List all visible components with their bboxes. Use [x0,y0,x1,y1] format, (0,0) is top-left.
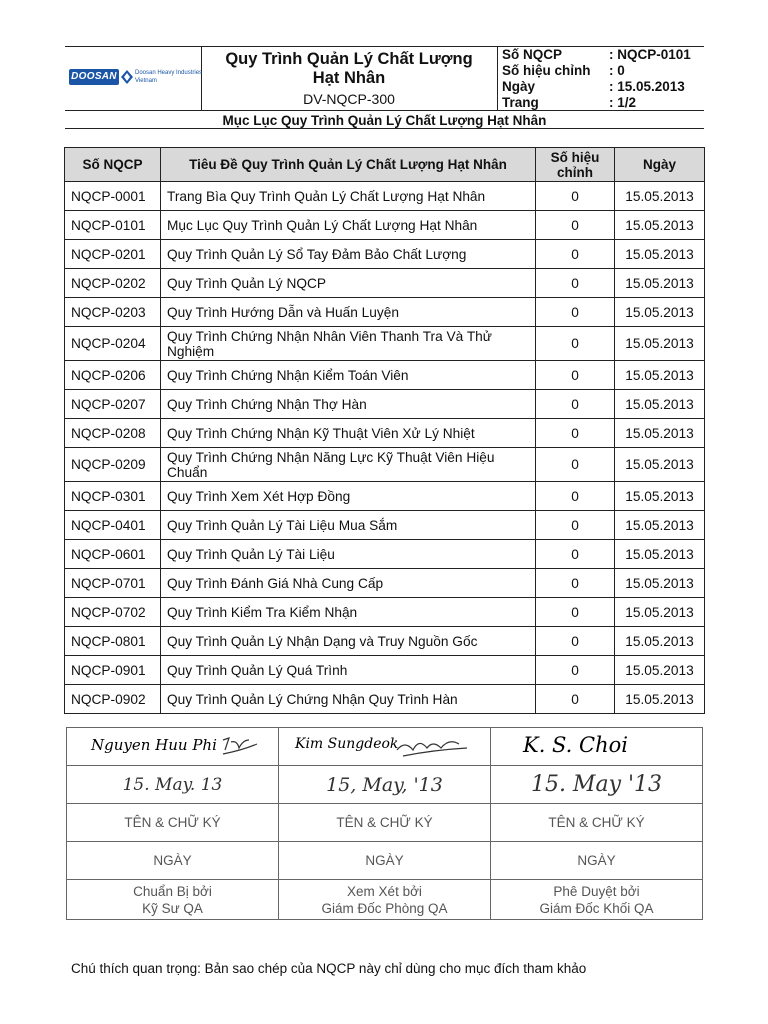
date-label-row [67,842,703,880]
handwritten-signature [73,728,273,762]
table-row [65,656,705,685]
header-divider [497,46,498,111]
procedure-title: Quy Trình Quản Lý Tài Liệu [161,540,536,569]
signature-table [66,727,703,920]
procedure-code: NQCP-0902 [65,685,161,714]
table-row [65,361,705,390]
procedure-code: NQCP-0001 [65,182,161,211]
role-cell [491,880,703,920]
role-action: Xem Xét bởi [347,883,422,899]
procedure-code: NQCP-0206 [65,361,161,390]
revision-number: 0 [536,298,615,327]
table-header-row [65,148,705,182]
table-row [65,511,705,540]
revision-number: 0 [536,569,615,598]
procedure-code: NQCP-0203 [65,298,161,327]
name-label-row [67,804,703,842]
table-row [65,627,705,656]
procedure-title: Quy Trình Quản Lý Quá Trình [161,656,536,685]
signature-text: K. S. Choi [522,733,628,757]
procedure-title: Quy Trình Đánh Giá Nhà Cung Cấp [161,569,536,598]
procedure-code: NQCP-0401 [65,511,161,540]
revision-number: 0 [536,240,615,269]
table-row [65,211,705,240]
revision-date: 15.05.2013 [615,569,705,598]
revision-date: 15.05.2013 [615,327,705,361]
revision-number: 0 [536,482,615,511]
revision-date: 15.05.2013 [615,627,705,656]
revision-number: 0 [536,685,615,714]
role-cell [67,880,279,920]
revision-date: 15.05.2013 [615,182,705,211]
role-title: Giám Đốc Phòng QA [321,900,448,916]
revision-date: 15.05.2013 [615,419,705,448]
procedure-title: Quy Trình Quản Lý Tài Liệu Mua Sắm [161,511,536,540]
meta-value: : NQCP-0101 [609,47,691,62]
revision-number: 0 [536,419,615,448]
revision-number: 0 [536,327,615,361]
procedure-code: NQCP-0207 [65,390,161,419]
section-subtitle: Mục Lục Quy Trình Quản Lý Chất Lượng Hạt Nhân [222,113,547,128]
procedure-code: NQCP-0701 [65,569,161,598]
procedure-title: Quy Trình Hướng Dẫn và Huấn Luyện [161,298,536,327]
company-country: Vietnam [135,78,157,84]
role-row [67,880,703,920]
revision-number: 0 [536,598,615,627]
table-row [65,598,705,627]
procedure-title: Quy Trình Xem Xét Hợp Đồng [161,482,536,511]
handwritten-date: 15, May, '13 [326,773,443,796]
procedure-code: NQCP-0601 [65,540,161,569]
procedure-title: Quy Trình Chứng Nhận Năng Lực Kỹ Thuật Viên Hiệu Chuẩn [161,448,536,482]
column-header: Số hiệu chỉnh [536,148,615,182]
meta-value: : 15.05.2013 [609,79,685,94]
procedure-code: NQCP-0209 [65,448,161,482]
company-name: Doosan Heavy Industries [135,70,203,76]
meta-value: : 1/2 [609,95,637,110]
procedure-code: NQCP-0201 [65,240,161,269]
table-row [65,569,705,598]
revision-date: 15.05.2013 [615,361,705,390]
name-signature-label: TÊN & CHỮ KÝ [279,804,491,842]
role-title: Giám Đốc Khối QA [539,900,654,916]
revision-number: 0 [536,182,615,211]
table-row [65,269,705,298]
role-action: Phê Duyệt bởi [553,883,640,899]
procedure-code: NQCP-0301 [65,482,161,511]
table-row [65,685,705,714]
procedure-title: Quy Trình Quản Lý NQCP [161,269,536,298]
signature-date-cell [491,766,703,804]
signature-cell [279,728,491,766]
handwritten-date: 15. May '13 [530,772,663,797]
revision-date: 15.05.2013 [615,390,705,419]
revision-date: 15.05.2013 [615,685,705,714]
procedure-code: NQCP-0901 [65,656,161,685]
revision-date: 15.05.2013 [615,656,705,685]
procedure-title: Quy Trình Kiểm Tra Kiểm Nhận [161,598,536,627]
procedure-code: NQCP-0801 [65,627,161,656]
revision-number: 0 [536,627,615,656]
date-label: NGÀY [279,842,491,880]
column-header: Tiêu Đề Quy Trình Quản Lý Chất Lượng Hạt Nhân [161,148,536,182]
procedure-title: Quy Trình Chứng Nhận Thợ Hàn [161,390,536,419]
revision-date: 15.05.2013 [615,598,705,627]
procedure-title: Quy Trình Chứng Nhận Kỹ Thuật Viên Xử Lý Nhiệt [161,419,536,448]
date-label: NGÀY [491,842,703,880]
document-title-line2: Hạt Nhân [312,69,386,87]
revision-number: 0 [536,656,615,685]
procedure-code: NQCP-0202 [65,269,161,298]
revision-date: 15.05.2013 [615,511,705,540]
document-title-line1: Quy Trình Quản Lý Chất Lượng [225,50,473,68]
table-row [65,327,705,361]
role-title: Kỹ Sư QA [142,900,203,916]
revision-number: 0 [536,511,615,540]
table-row [65,482,705,511]
column-header: Số NQCP [65,148,161,182]
signature-row [67,728,703,766]
signature-cell [67,728,279,766]
procedure-title: Quy Trình Quản Lý Sổ Tay Đảm Bảo Chất Lượng [161,240,536,269]
meta-label: Số NQCP [502,47,563,62]
revision-date: 15.05.2013 [615,540,705,569]
procedure-table [64,147,705,714]
role-action: Chuẩn Bị bởi [133,883,212,899]
revision-number: 0 [536,269,615,298]
procedure-code: NQCP-0208 [65,419,161,448]
table-row [65,240,705,269]
subtitle-rule [65,128,704,129]
signature-date-row [67,766,703,804]
procedure-code: NQCP-0101 [65,211,161,240]
revision-date: 15.05.2013 [615,269,705,298]
revision-date: 15.05.2013 [615,298,705,327]
column-header: Ngày [615,148,705,182]
signature-date-cell [67,766,279,804]
procedure-title: Quy Trình Chứng Nhận Kiểm Toán Viên [161,361,536,390]
procedure-code: NQCP-0204 [65,327,161,361]
signature-text: Nguyen Huu Phi [90,736,217,754]
table-row [65,298,705,327]
procedure-title: Trang Bìa Quy Trình Quản Lý Chất Lượng Hạt Nhân [161,182,536,211]
handwritten-date: 15. May. 13 [122,774,223,795]
document-code: DV-NQCP-300 [303,91,395,107]
meta-value: : 0 [609,63,625,78]
revision-number: 0 [536,448,615,482]
meta-label: Trang [502,95,539,110]
revision-date: 15.05.2013 [615,482,705,511]
date-label: NGÀY [67,842,279,880]
company-logo [69,66,203,92]
table-row [65,182,705,211]
revision-date: 15.05.2013 [615,448,705,482]
logo-wordmark: DOOSAN [69,69,119,85]
procedure-title: Quy Trình Quản Lý Nhận Dạng và Truy Nguồn Gốc [161,627,536,656]
meta-label: Số hiệu chỉnh [502,63,591,78]
procedure-title: Quy Trình Quản Lý Chứng Nhận Quy Trình Hàn [161,685,536,714]
table-row [65,419,705,448]
document-header [65,46,704,112]
table-row [65,540,705,569]
procedure-title: Quy Trình Chứng Nhận Nhân Viên Thanh Tra Và Thử Nghiệm [161,327,536,361]
handwritten-signature [497,728,697,762]
table-row [65,448,705,482]
revision-number: 0 [536,390,615,419]
name-signature-label: TÊN & CHỮ KÝ [67,804,279,842]
signature-text: Kim Sungdeok [294,736,398,752]
signature-cell [491,728,703,766]
procedure-title: Mục Lục Quy Trình Quản Lý Chất Lượng Hạt Nhân [161,211,536,240]
role-cell [279,880,491,920]
handwritten-signature [285,728,485,762]
procedure-code: NQCP-0702 [65,598,161,627]
revision-number: 0 [536,361,615,390]
meta-label: Ngày [502,79,536,94]
revision-date: 15.05.2013 [615,240,705,269]
logo-mark-icon [121,70,133,84]
revision-number: 0 [536,540,615,569]
signature-date-cell [279,766,491,804]
revision-date: 15.05.2013 [615,211,705,240]
important-note: Chú thích quan trọng: Bản sao chép của NQCP này chỉ dùng cho mục đích tham khảo [71,961,587,976]
name-signature-label: TÊN & CHỮ KÝ [491,804,703,842]
revision-number: 0 [536,211,615,240]
table-row [65,390,705,419]
